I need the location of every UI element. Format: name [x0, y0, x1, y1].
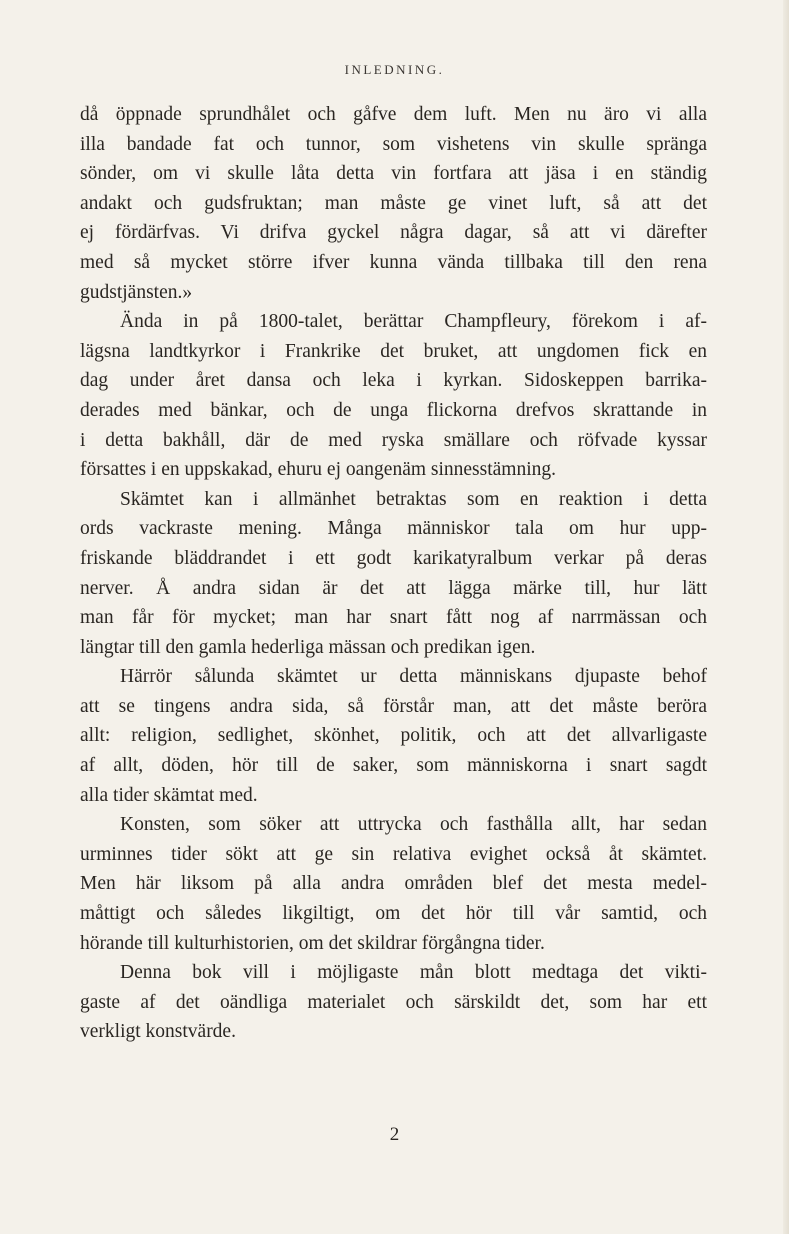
text-line: nerver. Å andra sidan är det att lägga märke till, hur lätt: [80, 577, 707, 599]
text-line: alla tider skämtat med.: [80, 784, 258, 806]
text-line: Men här liksom på alla andra områden blef det mesta medel-: [80, 873, 707, 895]
text-line: gaste af det oändliga materialet och särskildt det, som har ett: [80, 991, 707, 1013]
text-line: verkligt konstvärde.: [80, 1021, 236, 1043]
running-head: INLEDNING.: [344, 62, 445, 77]
text-line: Konsten, som söker att uttrycka och fasthålla allt, har sedan: [120, 814, 707, 836]
text-line: gudstjänsten.»: [80, 281, 193, 303]
text-line: hörande till kulturhistorien, om det skildrar förgångna tider.: [80, 932, 545, 954]
text-line: allt: religion, sedlighet, skönhet, politik, och att det allvarligaste: [80, 725, 707, 747]
body-text: [80, 100, 707, 1047]
text-line: med så mycket större ifver kunna vända tillbaka till den rena: [80, 251, 707, 273]
text-line: man får för mycket; man har snart fått nog af narrmässan och: [80, 607, 707, 629]
text-line: ej fördärfvas. Vi drifva gyckel några dagar, så att vi därefter: [80, 222, 707, 244]
text-line: måttigt och således likgiltigt, om det hör till vår samtid, och: [80, 903, 707, 925]
text-line: urminnes tider sökt att ge sin relativa evighet också åt skämtet.: [80, 843, 707, 865]
text-line: ords vackraste mening. Många människor tala om hur upp-: [80, 518, 707, 540]
text-line: längtar till den gamla hederliga mässan och predikan igen.: [80, 636, 536, 658]
text-line: derades med bänkar, och de unga flickorna drefvos skrattande in: [80, 399, 707, 421]
page-number: 2: [389, 1124, 400, 1145]
text-line: Härrör sålunda skämtet ur detta människans djupaste behof: [120, 666, 707, 688]
text-line: Ända in på 1800-talet, berättar Champfleury, förekom i af-: [120, 311, 707, 333]
text-line: illa bandade fat och tunnor, som vishetens vin skulle spränga: [80, 133, 707, 155]
text-line: af allt, döden, hör till de saker, som människorna i snart sagdt: [80, 755, 707, 777]
text-line: Skämtet kan i allmänhet betraktas som en reaktion i detta: [120, 488, 707, 510]
text-line: försattes i en uppskakad, ehuru ej oangenäm sinnesstämning.: [80, 459, 557, 481]
text-line: sönder, om vi skulle låta detta vin fortfara att jäsa i en ständig: [80, 163, 707, 185]
text-line: friskande bläddrandet i ett godt karikatyralbum verkar på deras: [80, 547, 707, 569]
page-edge: [783, 0, 789, 1234]
text-line: dag under året dansa och leka i kyrkan. Sidoskeppen barrika-: [80, 370, 707, 392]
text-line: att se tingens andra sida, så förstår man, att det måste beröra: [80, 695, 707, 717]
text-line: andakt och gudsfruktan; man måste ge vinet luft, så att det: [80, 192, 707, 214]
text-line: i detta bakhåll, där de med ryska smällare och röfvade kyssar: [80, 429, 707, 451]
text-line: Denna bok vill i möjligaste mån blott medtaga det vikti-: [120, 962, 707, 984]
text-line: då öppnade sprundhålet och gåfve dem luft. Men nu äro vi alla: [80, 104, 707, 125]
text-line: lägsna landtkyrkor i Frankrike det bruket, att ungdomen fick en: [80, 340, 707, 362]
